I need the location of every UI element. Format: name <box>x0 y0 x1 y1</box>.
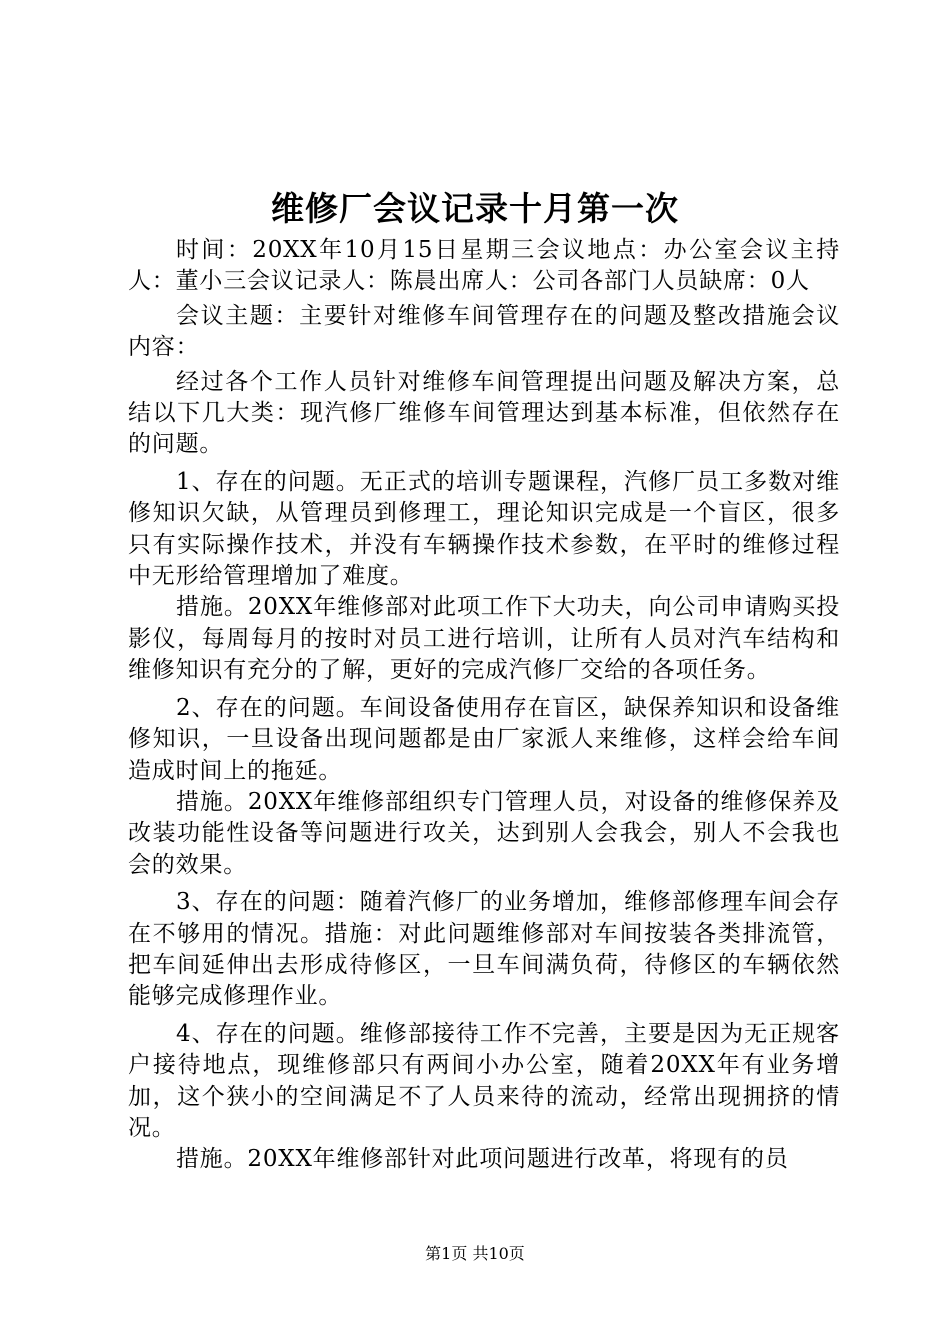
document-body <box>128 235 840 1176</box>
meeting-info-paragraph: 时间：20XX年10月15日星期三会议地点：办公室会议主持人：董小三会议记录人：陈晨出席人：公司各部门人员缺席：0人 <box>128 237 840 295</box>
issue-1-paragraph: 1、存在的问题。无正式的培训专题课程，汽修厂员工多数对维修知识欠缺，从管理员到修理工，理论知识完成是一个盲区，很多只有实际操作技术，并没有车辆操作技术参数，在平时的维修过程中无形给管理增加了难度。 <box>128 468 840 590</box>
measure-4-paragraph: 措施。20XX年维修部针对此项问题进行改革，将现有的员 <box>176 1146 789 1173</box>
measure-1-paragraph: 措施。20XX年维修部对此项工作下大功夫，向公司申请购买投影仪，每周每月的按时对员工进行培训，让所有人员对汽车结构和维修知识有充分的了解，更好的完成汽修厂交给的各项任务。 <box>128 594 840 684</box>
measure-2-paragraph: 措施。20XX年维修部组织专门管理人员，对设备的维修保养及改装功能性设备等问题进行攻关，达到别人会我会，别人不会我也会的效果。 <box>128 788 840 878</box>
issue-3-paragraph: 3、存在的问题：随着汽修厂的业务增加，维修部修理车间会存在不够用的情况。措施：对此问题维修部对车间按装各类排流管，把车间延伸出去形成待修区，一旦车间满负荷，待修区的车辆依然能够完成修理作业。 <box>128 889 840 1010</box>
document-title: 维修厂会议记录十月第一次 <box>271 189 679 228</box>
meeting-topic-paragraph: 会议主题：主要针对维修车间管理存在的问题及整改措施会议内容： <box>128 302 840 361</box>
summary-paragraph: 经过各个工作人员针对维修车间管理提出问题及解决方案，总结以下几大类：现汽修厂维修车间管理达到基本标准，但依然存在的问题。 <box>128 368 840 458</box>
page-footer: 第1页 共10页 <box>425 1244 525 1263</box>
issue-2-paragraph: 2、存在的问题。车间设备使用存在盲区，缺保养知识和设备维修知识，一旦设备出现问题都是由厂家派人来维修，这样会给车间造成时间上的拖延。 <box>128 694 840 784</box>
issue-4-paragraph: 4、存在的问题。维修部接待工作不完善，主要是因为无正规客户接待地点，现维修部只有两间小办公室，随着20XX年有业务增加，这个狭小的空间满足不了人员来待的流动，经常出现拥挤的情况。 <box>128 1020 840 1141</box>
